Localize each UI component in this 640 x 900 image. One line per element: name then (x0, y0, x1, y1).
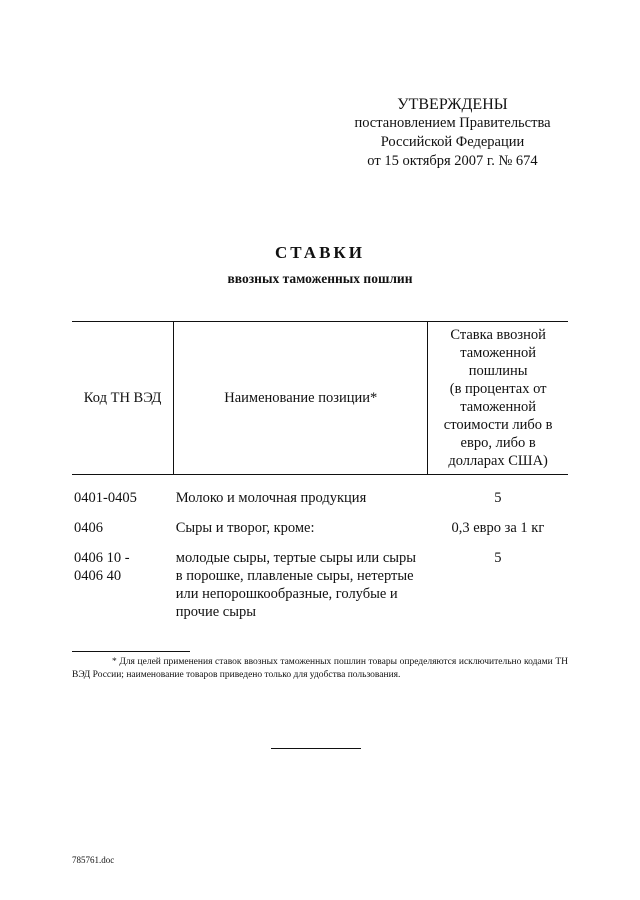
row-rate: 0,3 евро за 1 кг (451, 520, 545, 536)
header-rate-line: долларах США) (448, 453, 548, 469)
header-rate (428, 322, 568, 475)
row-rate: 5 (494, 490, 502, 506)
document-subtitle: ввозных таможенных пошлин (227, 271, 413, 286)
row-name-line: Сыры и творог, кроме: (175, 520, 315, 536)
approval-line-date: от 15 октября 2007 г. № 674 (367, 153, 538, 169)
row-name-line: прочие сыры (175, 604, 256, 620)
document-title: СТАВКИ (275, 243, 365, 262)
header-rate-line: (в процентах от (449, 381, 547, 397)
row-code-line: 0406 10 - (74, 550, 130, 566)
rates-table (72, 321, 568, 621)
row-name (174, 475, 428, 508)
table-row (72, 475, 568, 508)
row-name (174, 519, 428, 537)
row-code (72, 519, 174, 537)
header-rate-line: Ставка ввозной (450, 327, 546, 343)
row-name-line: в порошке, плавленые сыры, нетертые (175, 568, 414, 584)
approval-line-federation: Российской Федерации (380, 134, 525, 150)
table-row (72, 549, 568, 621)
header-rate-line: таможенной (460, 399, 537, 415)
row-rate: 5 (494, 550, 502, 566)
row-code-line: 0406 40 (74, 568, 122, 584)
header-rate-line: пошлины (468, 363, 528, 379)
approval-heading: УТВЕРЖДЕНЫ (397, 96, 508, 113)
footnote: * Для целей применения ставок ввозных таможенных пошлин товары определяются исключительно кодами ТН ВЭД России; наименование товаров приведено только для удобства пользования. (72, 657, 568, 680)
header-rate-line: таможенной (460, 345, 537, 361)
approval-block (340, 95, 565, 171)
approval-line-decree: постановлением Правительства (354, 115, 551, 131)
row-code (72, 549, 174, 621)
row-name (174, 549, 428, 621)
table-row (72, 519, 568, 537)
header-rate-line: евро, либо в (460, 435, 536, 451)
row-code-line: 0401-0405 (74, 490, 137, 506)
document-file-reference: 785761.doc (72, 855, 115, 865)
row-name-line: или непорошкообразные, голубые и (175, 586, 398, 602)
row-name-line: Молоко и молочная продукция (175, 490, 367, 506)
table-header-row (72, 322, 568, 475)
footnote-divider (72, 651, 190, 652)
header-rate-line: стоимости либо в (443, 417, 553, 433)
row-code (72, 475, 174, 508)
row-name-line: молодые сыры, тертые сыры или сыры (175, 550, 416, 566)
row-code-line: 0406 (74, 520, 103, 536)
end-divider (271, 748, 361, 749)
header-code: Код ТН ВЭД (72, 322, 174, 475)
header-name: Наименование позиции* (174, 322, 428, 475)
